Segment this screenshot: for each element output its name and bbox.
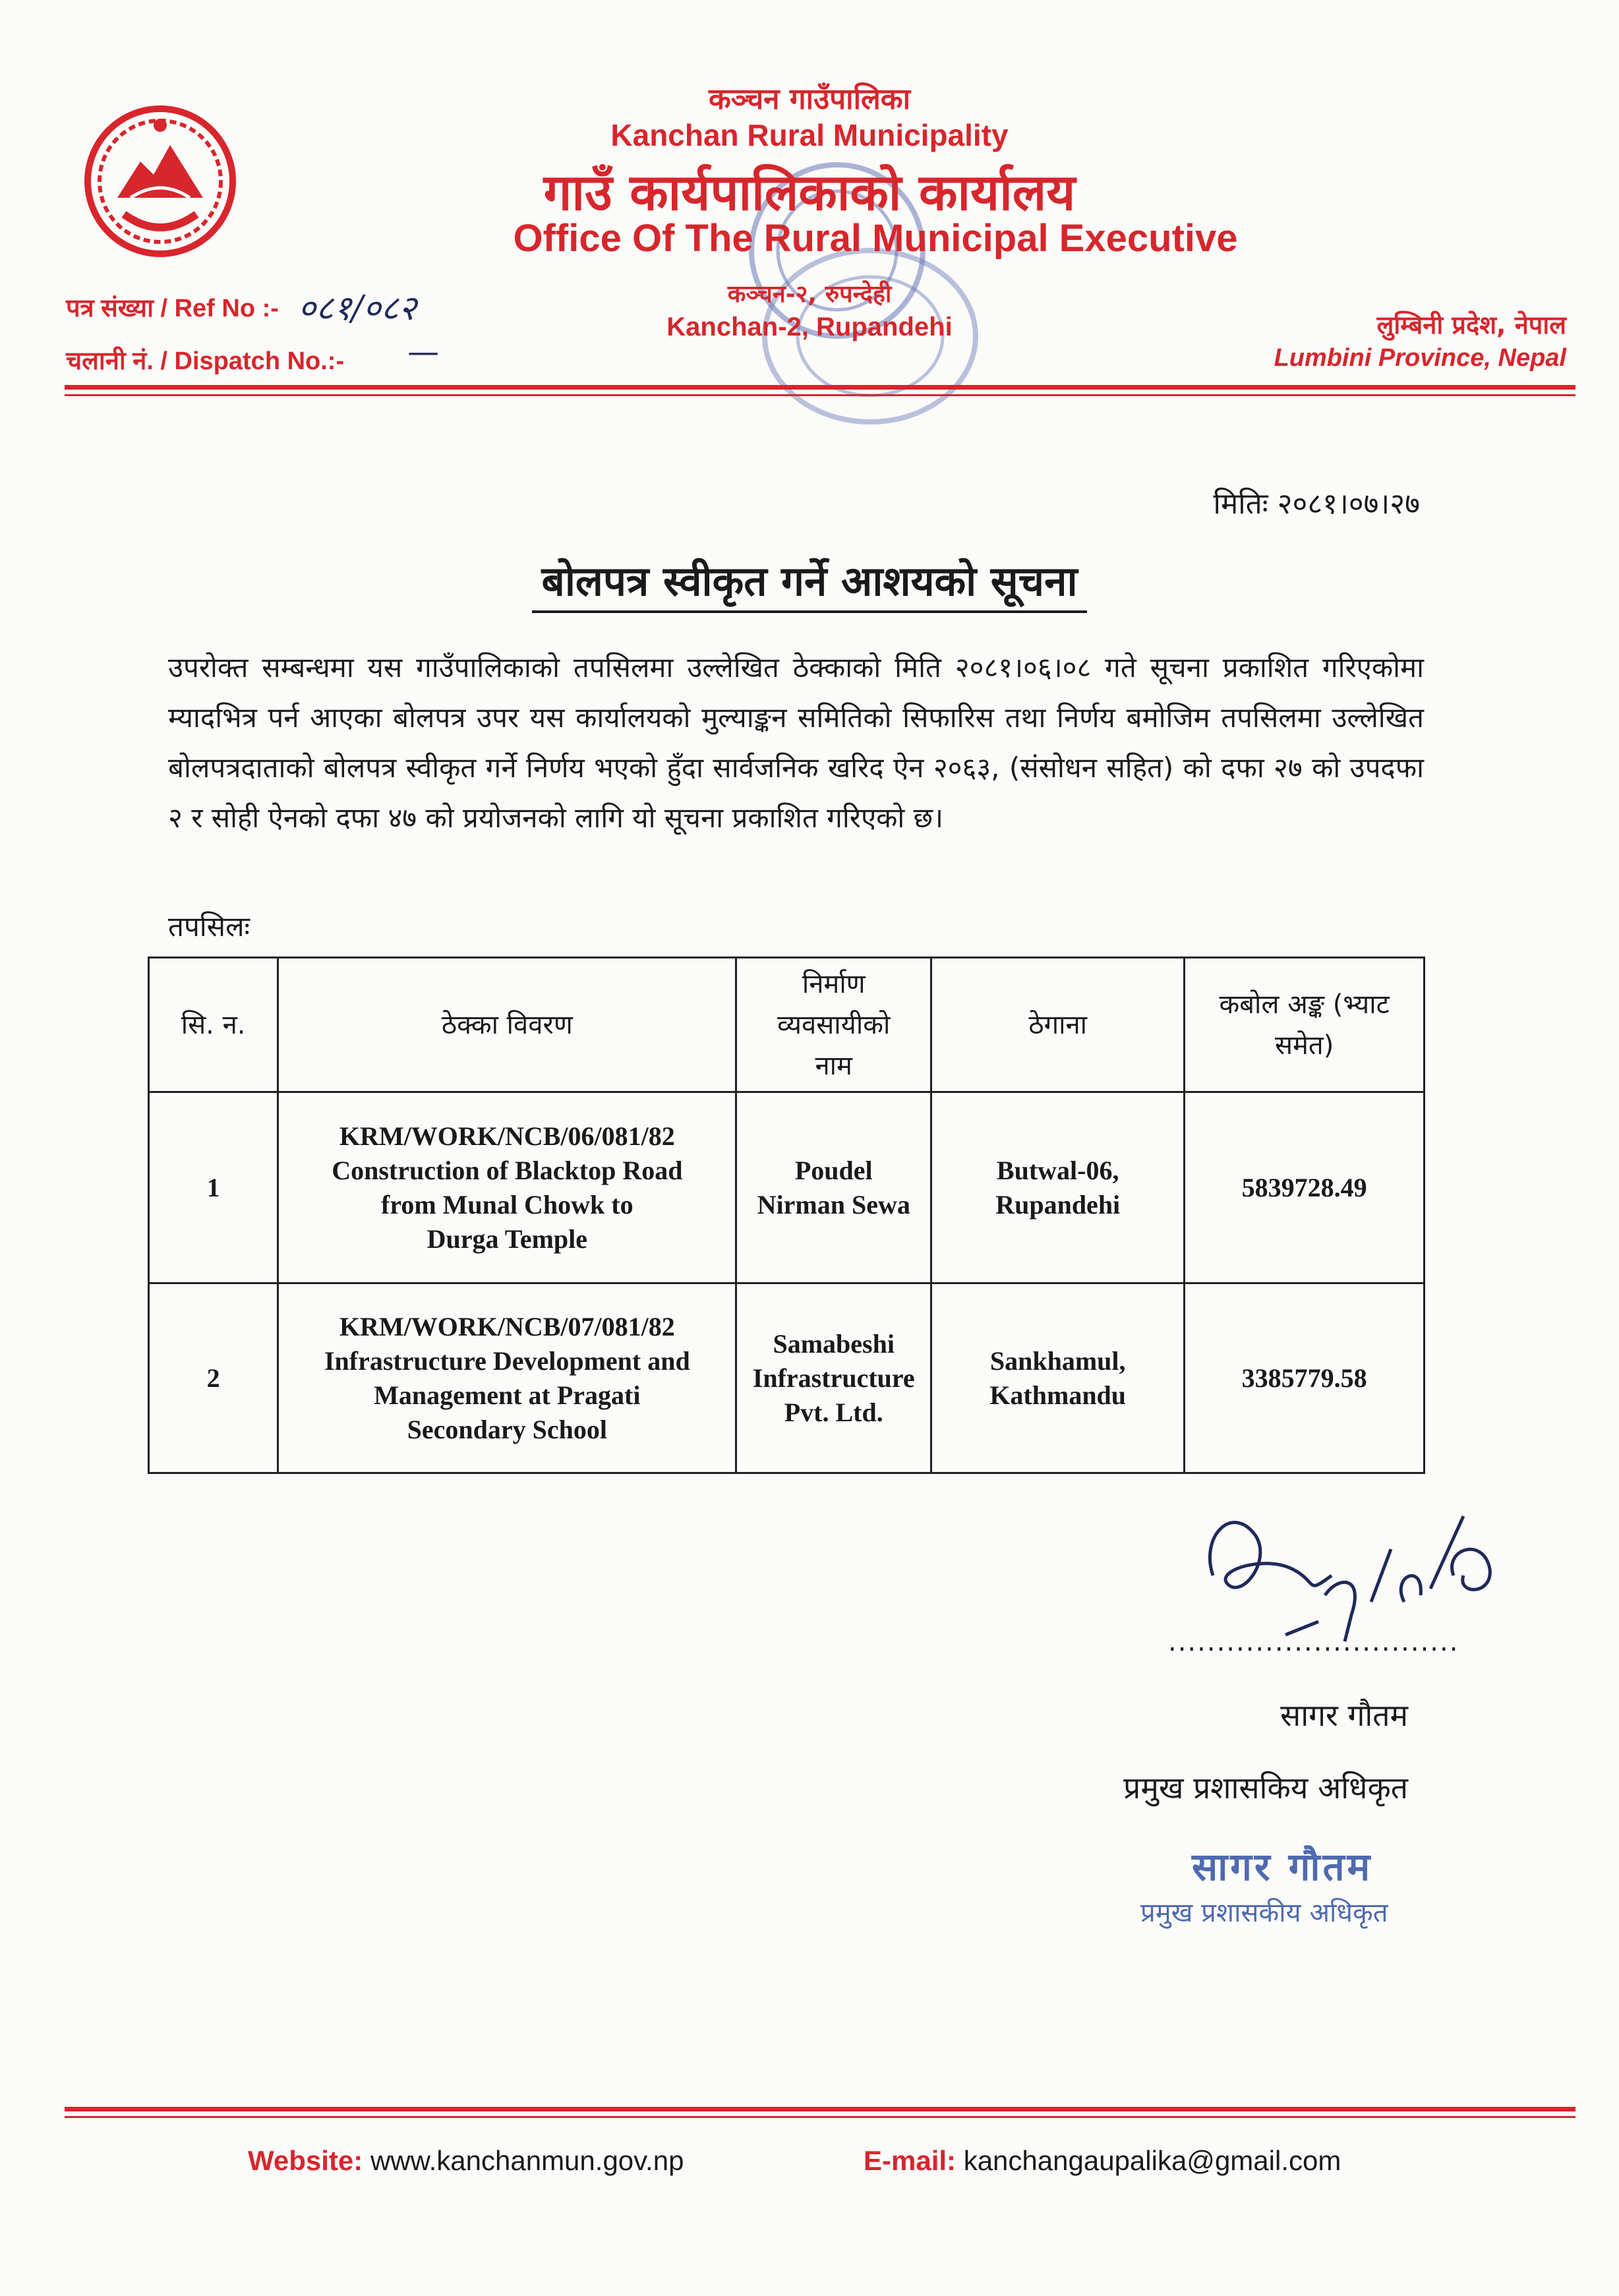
contract-code: KRM/WORK/NCB/06/081/82 — [339, 1121, 675, 1151]
contractor-line: Nirman Sewa — [757, 1189, 910, 1220]
email-label: E-mail: — [864, 2145, 957, 2176]
ref-number-value: ०८१/०८२ — [298, 289, 417, 328]
notice-title — [0, 552, 1619, 608]
row-description — [278, 1092, 736, 1283]
signatory-name: सागर गौतम — [1280, 1697, 1408, 1733]
col-header-amount — [1185, 958, 1425, 1092]
stamp-name: सागर गौतम — [1192, 1844, 1373, 1889]
row-contractor — [736, 1092, 931, 1283]
table-row — [149, 1092, 1425, 1283]
col-header-amount-text: कबोल अङ्क (भ्याट समेत) — [1219, 989, 1390, 1061]
description-line: Secondary School — [407, 1414, 607, 1444]
signatory-role: प्रमुख प्रशासकिय अधिकृत — [1123, 1770, 1408, 1806]
row-amount: 3385779.58 — [1185, 1283, 1425, 1473]
header-divider — [65, 385, 1575, 390]
website-label: Website: — [248, 2145, 363, 2176]
address-line: Butwal-06, — [996, 1155, 1119, 1185]
description-line: from Munal Chowk to — [381, 1189, 633, 1220]
footer-divider-thin — [65, 2116, 1575, 2118]
row-description — [278, 1283, 736, 1473]
description-line: Construction of Blacktop Road — [332, 1155, 683, 1185]
contract-code: KRM/WORK/NCB/07/081/82 — [339, 1311, 675, 1341]
contractor-line: Infrastructure — [752, 1363, 915, 1393]
col-header-contractor-text: निर्माण व्यवसायीको नाम — [777, 968, 891, 1081]
ref-number-label: पत्र संख्या / Ref No :- — [66, 295, 279, 322]
row-sn: 1 — [149, 1092, 278, 1283]
municipality-name-np: कञ्चन गाउँपालिका — [709, 82, 910, 116]
email-link[interactable]: kanchangaupalika@gmail.com — [963, 2145, 1341, 2176]
col-header-description: ठेक्का विवरण — [278, 958, 736, 1092]
notice-body: उपरोक्त सम्बन्धमा यस गाउँपालिकाको तपसिलमा उल्लेखित ठेक्काको मिति २०८१।०६।०८ गते सूचना प्रकाशित गरिएकोमा म्यादभित्र पर्न आएका बोलपत्र उपर यस कार्यालयको मुल्याङ्कन समितिको सिफारिस तथा निर्णय बमोजिम तपसिलमा उल्लेखित बोलपत्रदाताको बोलपत्र स्वीकृत गर्ने निर्णय भएको हुँदा सार्वजनिक खरिद ऐन २०६३, (संसोधन सहित) को दफा २७ को उपदफा २ र सोही ऐनको दफा ४७ को प्रयोजनको लागि यो सूचना प्रकाशित गरिएको छ। — [168, 651, 1424, 834]
website-link[interactable]: www.kanchanmun.gov.np — [370, 2145, 684, 2176]
notice-title-text: बोलपत्र स्वीकृत गर्ने आशयको सूचना — [532, 557, 1086, 613]
col-header-address: ठेगाना — [931, 958, 1185, 1092]
letter-date: मितिः २०८१।०७।२७ — [1213, 487, 1420, 521]
office-name-en: Office Of The Rural Municipal Executive — [513, 217, 1238, 260]
row-address — [931, 1283, 1185, 1473]
address-line: Sankhamul, — [989, 1345, 1126, 1376]
header-divider-thin — [65, 394, 1575, 396]
address-line: Kathmandu — [989, 1380, 1127, 1410]
address-np: कञ्चन-२, रुपन्देही — [727, 281, 892, 308]
contractor-line: Samabeshi — [773, 1328, 895, 1359]
footer-website — [248, 2145, 684, 2177]
contractor-line: Poudel — [794, 1155, 873, 1185]
description-line: Management at Pragati — [374, 1380, 641, 1410]
table-header-row — [149, 958, 1425, 1092]
address-en: Kanchan-2, Rupandehi — [666, 312, 953, 341]
contractor-line: Pvt. Ltd. — [784, 1397, 883, 1427]
contract-table — [148, 957, 1425, 1474]
province-en: Lumbini Province, Nepal — [1274, 344, 1566, 372]
dispatch-number-value: — — [407, 334, 439, 370]
table-row — [149, 1283, 1425, 1473]
dispatch-number-label: चलानी नं. / Dispatch No.:- — [66, 347, 345, 375]
footer-email — [864, 2145, 1341, 2177]
col-header-sn: सि. न. — [149, 958, 278, 1092]
stamp-role: प्रमुख प्रशासकीय अधिकृत — [1140, 1898, 1388, 1928]
description-line: Durga Temple — [427, 1223, 587, 1254]
row-amount: 5839728.49 — [1185, 1092, 1425, 1283]
description-line: Infrastructure Development and — [324, 1345, 690, 1376]
signature-line: .............................. — [1168, 1627, 1459, 1657]
address-line: Rupandehi — [995, 1189, 1121, 1220]
col-header-contractor — [736, 958, 931, 1092]
row-contractor — [736, 1283, 931, 1473]
row-address — [931, 1092, 1185, 1283]
details-label: तपसिलः — [168, 910, 250, 943]
municipality-name-en: Kanchan Rural Municipality — [610, 118, 1009, 152]
row-sn: 2 — [149, 1283, 278, 1473]
province-np: लुम्बिनी प्रदेश, नेपाल — [1376, 310, 1566, 339]
footer-divider — [65, 2107, 1575, 2111]
office-name-np: गाउँ कार्यपालिकाको कार्यालय — [543, 163, 1076, 221]
